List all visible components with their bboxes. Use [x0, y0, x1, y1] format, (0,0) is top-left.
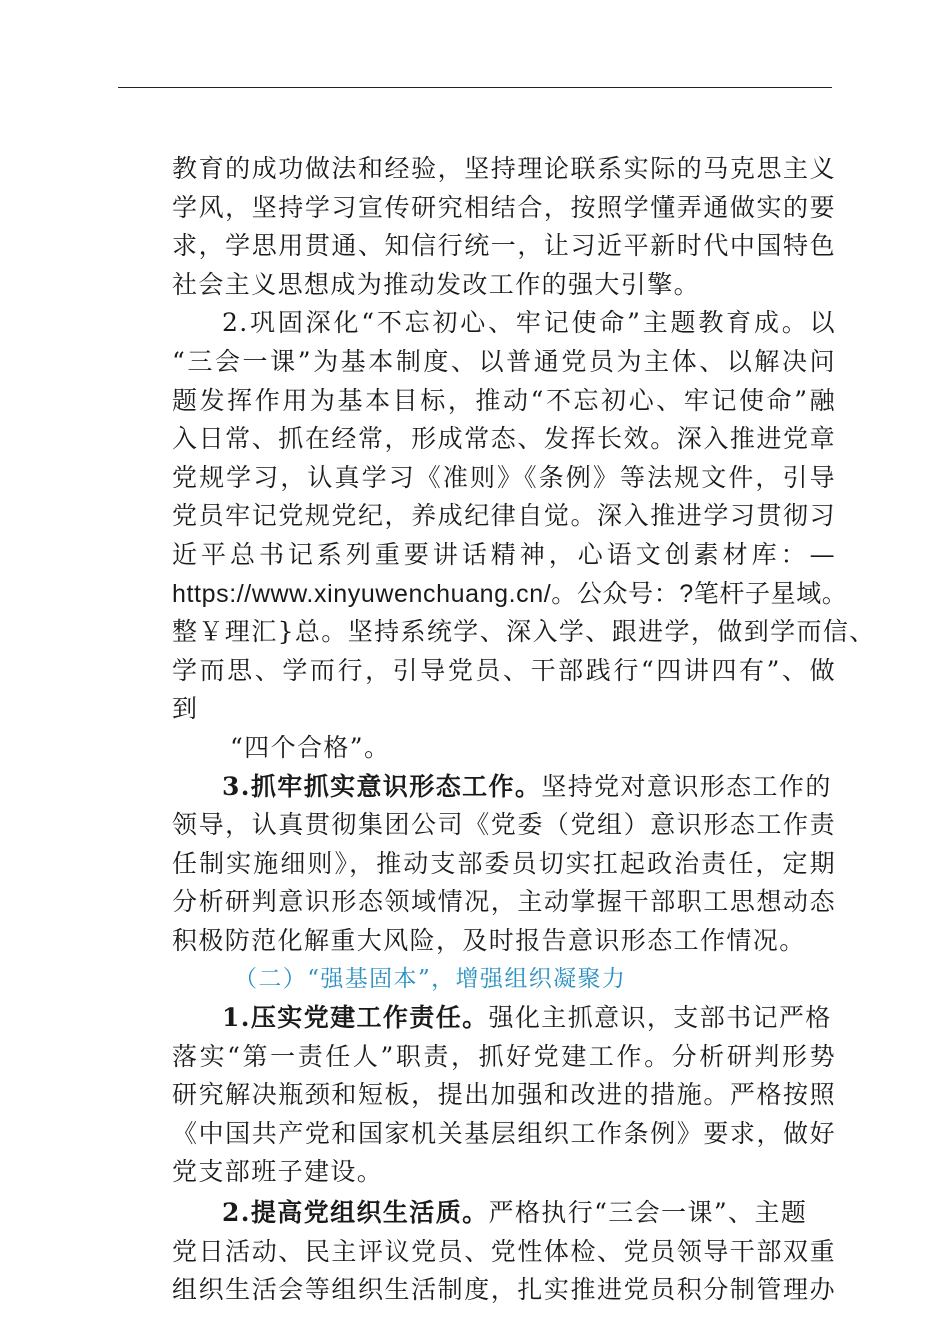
text-line — [172, 1194, 836, 1233]
text-line: 学而思、学而行，引导党员、干部践行“四讲四有”、做 — [172, 655, 836, 685]
text-line: “三会一课”为基本制度、以普通党员为主体、以解决问 — [172, 346, 836, 376]
text-line: 落实“第一责任人”职责，抓好党建工作。分析研判形势 — [172, 1041, 836, 1071]
text-line — [172, 999, 836, 1038]
text-line — [172, 768, 836, 807]
text-line: 积极防范化解重大风险，及时报告意识形态工作情况。 — [172, 925, 806, 955]
text-line: 分析研判意识形态领域情况，主动掌握干部职工思想动态 — [172, 887, 836, 917]
text-line: 党日活动、民主评议党员、党性体检、党员领导干部双重 — [172, 1236, 836, 1266]
text-line: 教育的成功做法和经验，坚持理论联系实际的马克思主义 — [172, 154, 836, 183]
text-line: 入日常、抓在经常，形成常态、发挥长效。深入推进党章 — [172, 424, 836, 454]
text-span: 严格执行“三会一课”、主题 — [488, 1198, 808, 1228]
text-line: 到 — [172, 694, 199, 724]
text-line: 研究解决瓶颈和短板，提出加强和改进的措施。严格按照 — [172, 1080, 836, 1110]
text-line: 任制实施细则》，推动支部委员切实扛起政治责任，定期 — [172, 848, 836, 878]
text-line: 题发挥作用为基本目标，推动“不忘初心、牢记使命”融 — [172, 385, 836, 415]
text-line: 党员牢记党规党纪，养成纪律自觉。深入推进学习贯彻习 — [172, 501, 836, 531]
header-rule — [118, 87, 832, 88]
text-line: 社会主义思想成为推动发改工作的强大引擎。 — [172, 269, 701, 299]
text-line: 组织生活会等组织生活制度，扎实推进党员积分制管理办 — [172, 1275, 836, 1305]
text-line: 学风，坚持学习宣传研究相结合，按照学懂弄通做实的要 — [172, 192, 836, 222]
text-span: 坚持党对意识形态工作的 — [541, 771, 832, 801]
text-line: 党支部班子建设。 — [172, 1157, 384, 1187]
text-line: https://www.xinyuwenchuang.cn/。公众号：?笔杆子星域。 — [172, 579, 848, 608]
item-heading: 2.提高党组织生活质。 — [222, 1198, 489, 1228]
document-body — [172, 150, 876, 1310]
text-line: 领导，认真贯彻集团公司《党委（党组）意识形态工作责 — [172, 810, 836, 840]
item-heading: 1.压实党建工作责任。 — [222, 1003, 489, 1033]
text-line: 党规学习，认真学习《准则》《条例》等法规文件，引导 — [172, 462, 836, 492]
text-line: 整￥理汇}总。坚持系统学、深入学、跟进学，做到学而信、 — [172, 617, 876, 647]
text-line: 求，学思用贯通、知信行统一，让习近平新时代中国特色 — [172, 231, 836, 261]
text-line: 近平总书记系列重要讲话精神，心语文创素材库：— — [172, 539, 836, 569]
item-heading: 3.抓牢抓实意识形态工作。 — [222, 771, 542, 801]
text-line: “四个合格”。 — [230, 732, 391, 762]
text-line: 《中国共产党和国家机关基层组织工作条例》要求，做好 — [172, 1118, 836, 1148]
section-heading: （二）“强基固本”，增强组织凝聚力 — [234, 966, 627, 993]
text-line: 2.巩固深化“不忘初心、牢记使命”主题教育成。以 — [222, 308, 836, 338]
text-span: 强化主抓意识，支部书记严格 — [488, 1003, 832, 1033]
